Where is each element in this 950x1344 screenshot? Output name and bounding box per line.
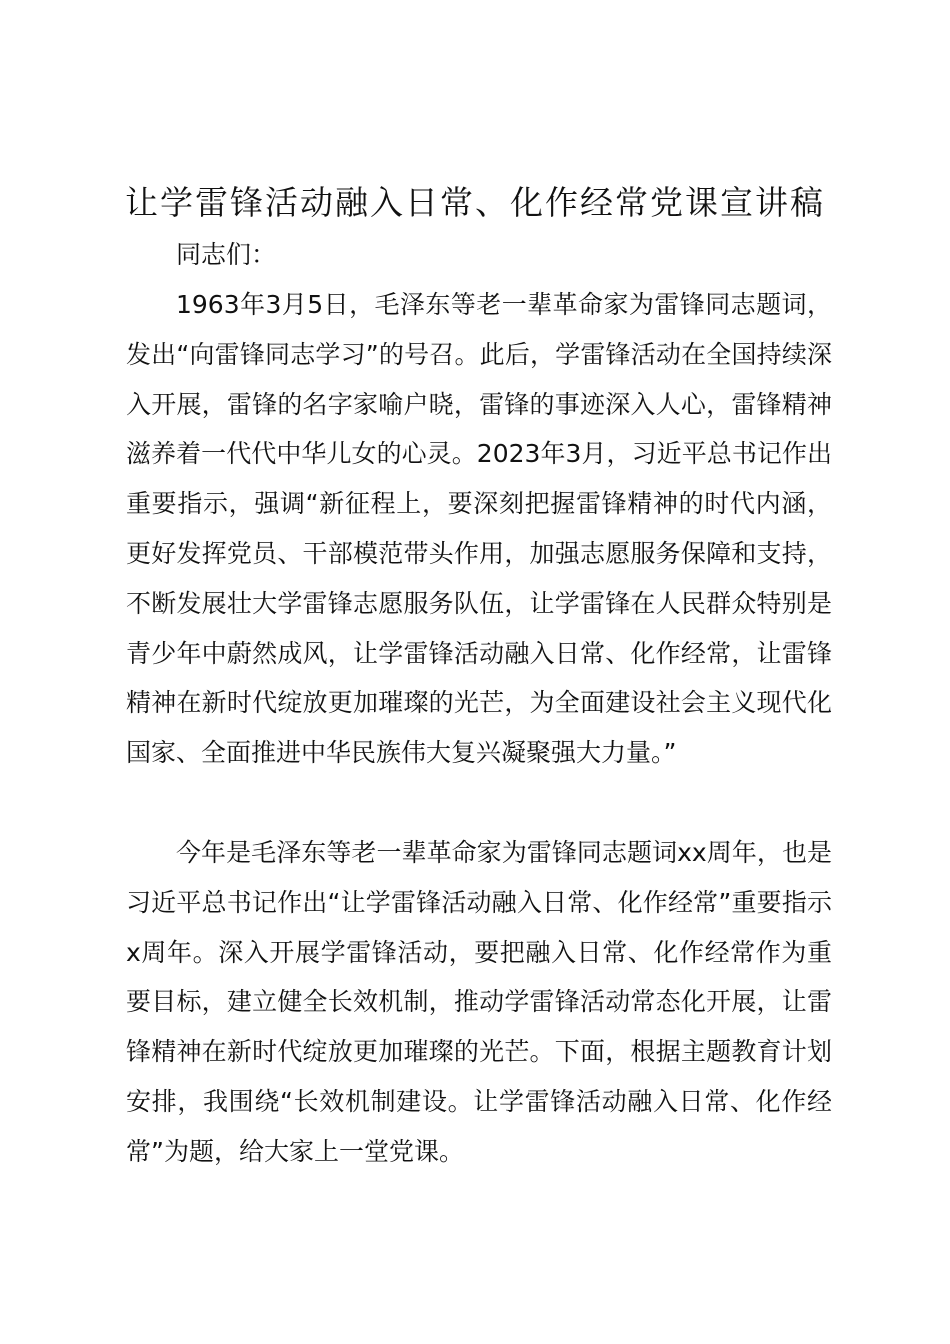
greeting: 同志们：	[176, 240, 277, 269]
body-paragraph-1: 1963年3月5日，毛泽东等老一辈革命家为雷锋同志题词，发出“向雷锋同志学习”的号召。此后，学雷锋活动在全国持续深入开展，雷锋的名字家喻户晓，雷锋的事迹深入人心，雷锋精神滋养着一代代中华儿女的心灵。2023年3月，习近平总书记作出重要指示，强调“新征程上，要深刻把握雷锋精神的时代内涵，更好发挥党员、干部模范带头作用，加强志愿服务保障和支持，不断发展壮大学雷锋志愿服务队伍，让学雷锋在人民群众特别是青少年中蔚然成风，让学雷锋活动融入日常、化作经常，让雷锋精神在新时代绽放更加璀璨的光芒，为全面建设社会主义现代化国家、全面推进中华民族伟大复兴凝聚强大力量。”	[126, 290, 832, 768]
body-paragraph-2: 今年是毛泽东等老一辈革命家为雷锋同志题词xx周年，也是习近平总书记作出“让学雷锋活动融入日常、化作经常”重要指示x周年。深入开展学雷锋活动，要把融入日常、化作经常作为重要目标，建立健全长效机制，推动学雷锋活动常态化开展，让雷锋精神在新时代绽放更加璀璨的光芒。下面，根据主题教育计划安排，我围绕“长效机制建设。让学雷锋活动融入日常、化作经常”为题，给大家上一堂党课。	[126, 838, 832, 1166]
document-title: 让学雷锋活动融入日常、化作经常党课宣讲稿	[125, 183, 825, 222]
